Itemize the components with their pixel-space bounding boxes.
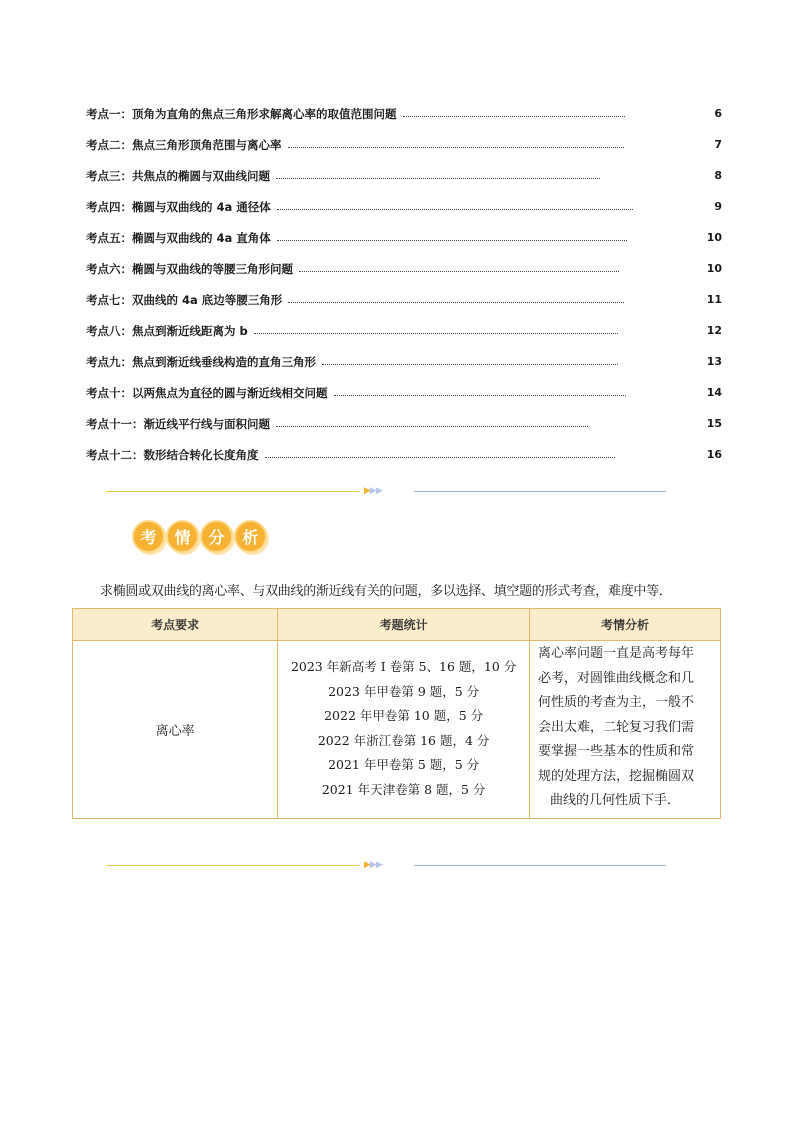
analysis-cell bbox=[530, 641, 721, 819]
toc-item[interactable] bbox=[86, 98, 726, 129]
stat-line: 2021 年天津卷第 8 题，5 分 bbox=[321, 781, 486, 797]
table-row bbox=[73, 641, 721, 819]
section-divider bbox=[106, 486, 666, 496]
toc-leader-dots bbox=[334, 395, 626, 396]
toc-page-number: 9 bbox=[714, 200, 722, 213]
toc-leader-dots bbox=[254, 333, 618, 334]
toc-page-number: 10 bbox=[706, 231, 722, 244]
toc-leader-dots bbox=[276, 178, 600, 179]
header-analysis: 考情分析 bbox=[530, 609, 721, 641]
toc-item[interactable] bbox=[86, 315, 726, 346]
toc-leader-dots bbox=[277, 209, 633, 210]
toc-page-number: 14 bbox=[706, 386, 722, 399]
toc-item-label: 考点十：以两焦点为直径的圆与渐近线相交问题 bbox=[86, 385, 328, 400]
table-of-contents bbox=[86, 98, 726, 470]
header-requirement: 考点要求 bbox=[73, 609, 278, 641]
stat-line: 2021 年甲卷第 5 题，5 分 bbox=[328, 757, 480, 773]
toc-item[interactable] bbox=[86, 253, 726, 284]
toc-page-number: 10 bbox=[706, 262, 722, 275]
toc-item-label: 考点五：椭圆与双曲线的 4a 直角体 bbox=[86, 230, 271, 245]
toc-leader-dots bbox=[265, 457, 615, 458]
divider-line-left bbox=[106, 491, 359, 492]
toc-page-number: 15 bbox=[706, 417, 722, 430]
section-divider bbox=[106, 860, 666, 870]
stat-line: 2022 年浙江卷第 16 题，4 分 bbox=[317, 732, 490, 748]
stat-line: 2022 年甲卷第 10 题，5 分 bbox=[324, 708, 484, 724]
toc-item-label: 考点十一：渐近线平行线与面积问题 bbox=[86, 416, 270, 431]
toc-item-label: 考点八：焦点到渐近线距离为 b bbox=[86, 323, 248, 338]
analysis-line: 会出太难，二轮复习我们需 bbox=[538, 719, 695, 735]
toc-item[interactable] bbox=[86, 377, 726, 408]
intro-paragraph: 求椭圆或双曲线的离心率、与双曲线的渐近线有关的问题，多以选择、填空题的形式考查，难度中等． bbox=[100, 584, 672, 599]
stat-line: 2023 年新高考 I 卷第 5、16 题，10 分 bbox=[290, 659, 517, 675]
badge-char: 情 bbox=[166, 520, 199, 553]
divider-line-left bbox=[106, 865, 359, 866]
toc-leader-dots bbox=[322, 364, 618, 365]
toc-page-number: 12 bbox=[706, 324, 722, 337]
toc-page-number: 8 bbox=[714, 169, 722, 182]
analysis-line: 规的处理方法，挖掘椭圆双 bbox=[538, 768, 695, 784]
toc-page-number: 16 bbox=[706, 448, 722, 461]
toc-item[interactable] bbox=[86, 160, 726, 191]
toc-item[interactable] bbox=[86, 346, 726, 377]
analysis-line: 曲线的几何性质下手． bbox=[550, 793, 681, 808]
arrows-icon: ▶▶▶ bbox=[364, 486, 382, 496]
analysis-line: 要掌握一些基本的性质和常 bbox=[538, 744, 695, 759]
toc-leader-dots bbox=[403, 116, 625, 117]
toc-item-label: 考点十二：数形结合转化长度角度 bbox=[86, 447, 259, 462]
exam-analysis-table bbox=[72, 608, 721, 819]
toc-leader-dots bbox=[276, 426, 588, 427]
header-statistics: 考题统计 bbox=[278, 609, 530, 641]
toc-page-number: 13 bbox=[706, 355, 722, 368]
divider-line-right bbox=[414, 491, 666, 492]
table-header-row bbox=[73, 609, 721, 641]
toc-leader-dots bbox=[277, 240, 627, 241]
toc-leader-dots bbox=[288, 302, 624, 303]
toc-item-label: 考点四：椭圆与双曲线的 4a 通径体 bbox=[86, 199, 271, 214]
analysis-line: 必考，对圆锥曲线概念和几 bbox=[538, 670, 695, 686]
toc-item[interactable] bbox=[86, 191, 726, 222]
toc-leader-dots bbox=[299, 271, 619, 272]
badge-char: 分 bbox=[200, 520, 233, 553]
toc-leader-dots bbox=[288, 147, 624, 148]
stat-line: 2023 年甲卷第 9 题，5 分 bbox=[328, 683, 480, 699]
toc-item-label: 考点二：焦点三角形顶角范围与离心率 bbox=[86, 137, 282, 152]
toc-item-label: 考点七：双曲线的 4a 底边等腰三角形 bbox=[86, 292, 283, 307]
toc-item[interactable] bbox=[86, 222, 726, 253]
toc-item[interactable] bbox=[86, 439, 726, 470]
toc-item-label: 考点三：共焦点的椭圆与双曲线问题 bbox=[86, 168, 270, 183]
toc-item[interactable] bbox=[86, 129, 726, 160]
toc-item-label: 考点一：顶角为直角的焦点三角形求解离心率的取值范围问题 bbox=[86, 106, 397, 121]
badge-char: 考 bbox=[132, 520, 165, 553]
statistics-cell bbox=[278, 641, 530, 819]
toc-page-number: 7 bbox=[714, 138, 722, 151]
analysis-line: 离心率问题一直是高考每年 bbox=[538, 646, 695, 661]
topic-cell: 离心率 bbox=[73, 641, 278, 819]
toc-item[interactable] bbox=[86, 408, 726, 439]
section-heading-badge bbox=[132, 520, 268, 553]
toc-page-number: 11 bbox=[706, 293, 722, 306]
badge-char: 析 bbox=[234, 520, 267, 553]
toc-page-number: 6 bbox=[714, 107, 722, 120]
divider-line-right bbox=[414, 865, 666, 866]
toc-item[interactable] bbox=[86, 284, 726, 315]
toc-item-label: 考点九：焦点到渐近线垂线构造的直角三角形 bbox=[86, 354, 316, 369]
arrows-icon: ▶▶▶ bbox=[364, 860, 382, 870]
toc-item-label: 考点六：椭圆与双曲线的等腰三角形问题 bbox=[86, 261, 293, 276]
analysis-line: 何性质的考查为主，一般不 bbox=[538, 695, 695, 710]
